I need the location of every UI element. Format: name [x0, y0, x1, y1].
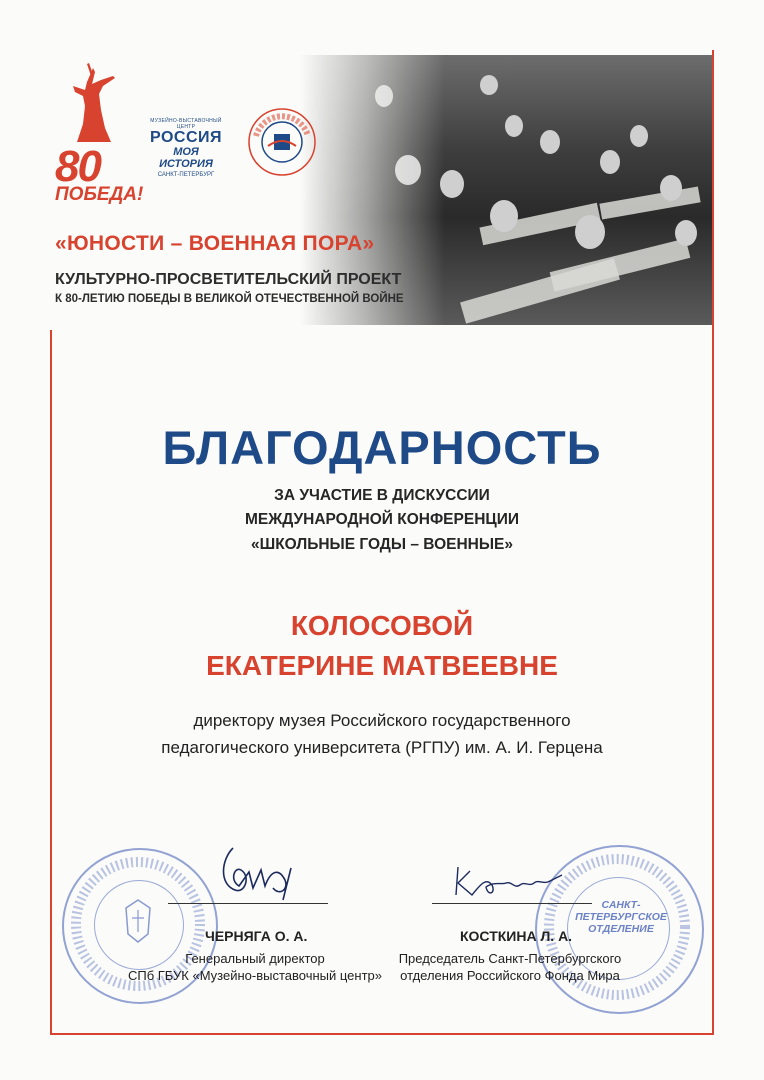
signatory-role — [120, 950, 390, 984]
signatory-name: КОСТКИНА Л. А. — [460, 928, 573, 944]
recipient-position: директору музея Российского государственного — [193, 711, 571, 730]
role-line: Председатель Санкт-Петербургского — [398, 951, 622, 966]
seal-text-line: ПЕТЕРБУРГСКОЕ — [575, 911, 667, 923]
rmi-small-text: МУЗЕЙНО-ВЫСТАВОЧНЫЙ ЦЕНТР — [150, 118, 222, 130]
recipient-position: педагогического университета (РГПУ) им. А. И. Герцена — [161, 738, 603, 757]
recipient-surname: КОЛОСОВОЙ — [290, 610, 474, 641]
seal-text-line: САНКТ- — [601, 899, 641, 911]
reason-line: МЕЖДУНАРОДНОЙ КОНФЕРЕНЦИИ — [245, 511, 519, 528]
frame-bottom-border — [50, 1033, 714, 1035]
victory-text: ПОБЕДА! — [55, 184, 144, 205]
signature-line — [432, 903, 592, 904]
signature-line — [168, 903, 328, 904]
russian-peace-fund-logo — [244, 106, 320, 178]
certificate-title: БЛАГОДАРНОСТЬ — [162, 421, 602, 474]
project-subtitle: КУЛЬТУРНО-ПРОСВЕТИТЕЛЬСКИЙ ПРОЕКТ — [55, 271, 402, 288]
project-title: «ЮНОСТИ – ВОЕННАЯ ПОРА» — [55, 232, 375, 255]
signatory-role — [385, 950, 635, 984]
recipient-given-names: ЕКАТЕРИНЕ МАТВЕЕВНЕ — [206, 650, 558, 681]
seal-text-line: ОТДЕЛЕНИЕ — [588, 923, 654, 935]
signature-kostkina — [450, 855, 570, 905]
victory-number: 80 — [55, 142, 100, 191]
reason-line: ЗА УЧАСТИЕ В ДИСКУССИИ — [274, 487, 490, 504]
motherland-statue-icon — [55, 62, 135, 152]
reason-line: «ШКОЛЬНЫЕ ГОДЫ – ВОЕННЫЕ» — [251, 536, 513, 553]
rmi-line1: РОССИЯ — [149, 129, 222, 146]
signatory-name: ЧЕРНЯГА О. А. — [205, 928, 308, 944]
signature-chernyaga — [205, 840, 315, 910]
rmi-line2: МОЯ ИСТОРИЯ — [159, 146, 213, 170]
role-line: Генеральный директор — [185, 951, 325, 966]
role-line: СПб ГБУК «Музейно-выставочный центр» — [127, 968, 383, 983]
role-line: отделения Российского Фонда Мира — [400, 968, 620, 983]
project-dedication: К 80-ЛЕТИЮ ПОБЕДЫ В ВЕЛИКОЙ ОТЕЧЕСТВЕННОЙ ВОЙНЕ — [55, 293, 404, 305]
russia-my-history-logo — [148, 118, 224, 178]
rmi-city: САНКТ-ПЕТЕРБУРГ — [157, 172, 215, 178]
victory-80-logo — [55, 62, 144, 212]
